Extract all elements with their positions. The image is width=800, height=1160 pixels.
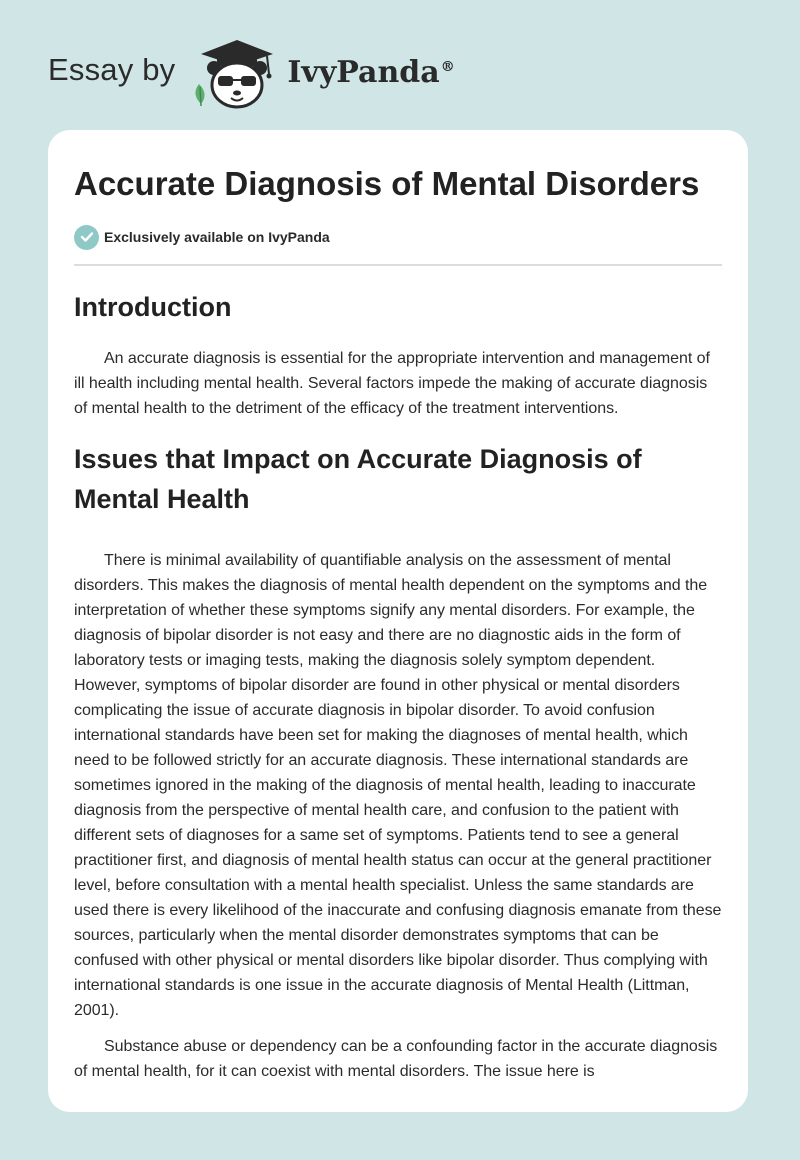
paragraph: Substance abuse or dependency can be a confounding factor in the accurate diagnosis of mental health, for it can coexist with mental disorders. The issue here is <box>74 1038 718 1080</box>
brand-prefix: Essay by <box>48 52 176 87</box>
exclusive-label: Exclusively available on IvyPanda <box>104 229 330 245</box>
check-icon <box>74 225 99 250</box>
paragraph: There is minimal availability of quantifiable analysis on the assessment of mental disorders. This makes the diagnosis of mental health dependent on the symptoms and the interpretation of whether these symptoms signify any mental disorders. For example, the diagnosis of bipolar disorder is not easy and there are no diagnostic aids in the form of laboratory tests or imaging tests, making the diagnosis solely symptom dependent. However, symptoms of bipolar disorder are found in other physical or mental disorders complicating the issue of accurate diagnosis in bipolar disorder. To avoid confusion international standards have been set for making the diagnoses of mental health, which need to be followed strictly for an accurate diagnosis. These international standards are sometimes ignored in the making of the diagnosis of mental health, leading to inaccurate diagnosis from the perspective of mental health care, and confusion to the patient with different sets of diagnoses for a same set of symptoms. Patients tend to see a general practitioner first, and diagnosis of mental health status can occur at the general practitioner level, before consultation with a mental health specialist. Unless the same standards are used there is every likelihood of the inaccurate and confusing diagnosis emanate from these sources, particularly when the mental disorder demonstrates symptoms that can be confused with other physical or mental disorders like bipolar disorder. Thus complying with international standards is one issue in the accurate diagnosis of Mental Health (Littman, 2001). <box>74 552 722 1019</box>
section-heading-issues: Issues that Impact on Accurate Diagnosis of Mental Health <box>74 444 642 514</box>
section-heading-introduction: Introduction <box>74 292 232 322</box>
brand-header[interactable] <box>48 32 455 112</box>
panda-logo-icon <box>187 32 283 112</box>
article-title: Accurate Diagnosis of Mental Disorders <box>74 165 700 202</box>
exclusive-badge <box>74 223 722 251</box>
paragraph: An accurate diagnosis is essential for the appropriate intervention and management of ill health including mental health. Several factors impede the making of accurate diagnosis of mental health to the detriment of the efficacy of the treatment interventions. <box>74 350 710 417</box>
title-divider <box>74 264 722 266</box>
article-card <box>48 130 748 1112</box>
brand-name: IvyPanda® <box>287 54 455 90</box>
